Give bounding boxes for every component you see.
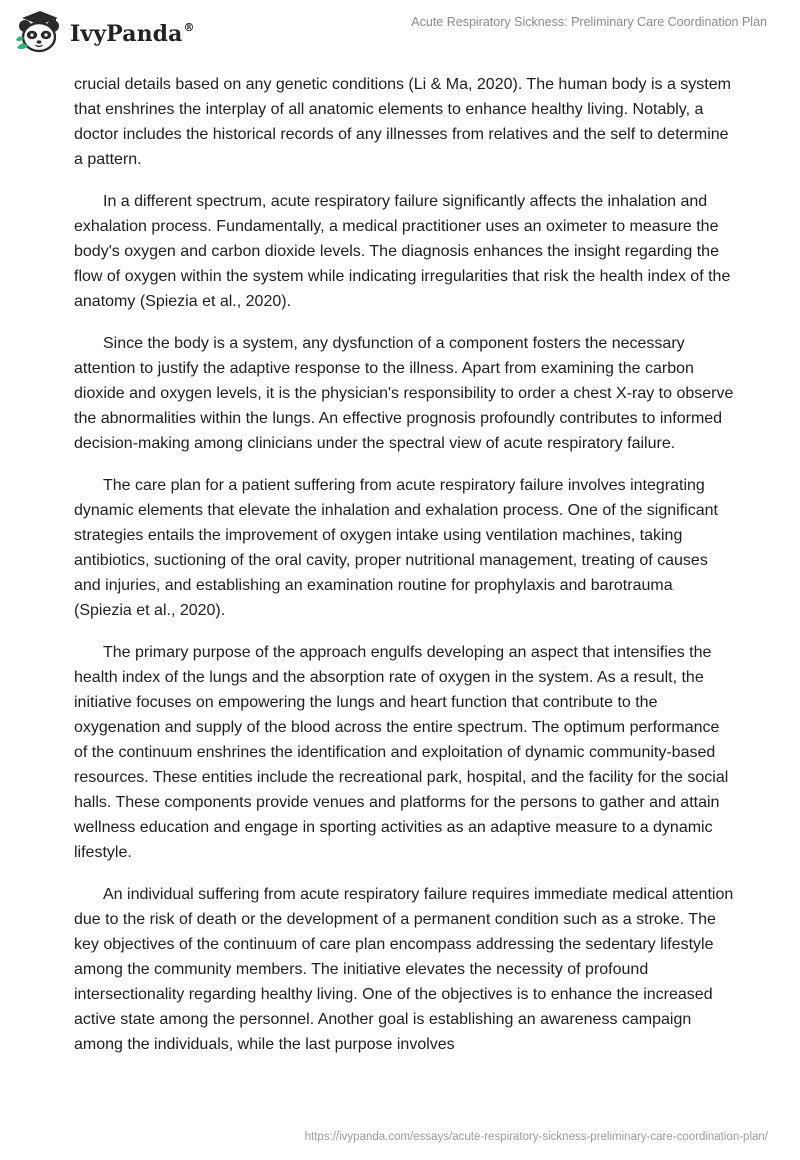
ivypanda-logo[interactable]	[14, 8, 195, 56]
brand-name: IvyPanda®	[70, 21, 195, 47]
document-title: Acute Respiratory Sickness: Preliminary Care Coordination Plan	[411, 15, 767, 29]
source-url-link[interactable]: https://ivypanda.com/essays/acute-respiratory-sickness-preliminary-care-coordination-plan/	[304, 1131, 768, 1143]
paragraph-2: In a different spectrum, acute respiratory failure significantly affects the inhalation and exhalation process. Fundamentally, a medical practitioner uses an oximeter to measure the body's oxygen and carbon dioxide levels. The diagnosis enhances the insight regarding the flow of oxygen within the system while indicating irregularities that risk the health index of the anatomy (Spiezia et al., 2020).	[74, 193, 731, 310]
page-header	[0, 0, 800, 60]
paragraph-5: The primary purpose of the approach engulfs developing an aspect that intensifies the health index of the lungs and the absorption rate of oxygen in the system. As a result, the initiative focuses on empowering the lungs and heart function that contribute to the oxygenation and supply of the blood across the entire spectrum. The optimum performance of the continuum enshrines the identification and exploitation of dynamic community-based resources. These entities include the recreational park, hospital, and the facility for the social halls. These components provide venues and platforms for the persons to gather and attain wellness education and engage in sporting activities as an adaptive measure to a dynamic lifestyle.	[74, 644, 729, 861]
registered-mark: ®	[183, 21, 195, 34]
panda-graduation-cap-icon	[14, 8, 64, 56]
paragraph-3: Since the body is a system, any dysfunction of a component fosters the necessary attention to justify the adaptive response to the illness. Apart from examining the carbon dioxide and oxygen levels, it is the physician's responsibility to order a chest X-ray to observe the abnormalities within the lungs. An effective prognosis profoundly contributes to informed decision-making among clinicians under the spectral view of acute respiratory failure.	[74, 335, 734, 452]
essay-body	[74, 72, 734, 1074]
paragraph-1: crucial details based on any genetic conditions (Li & Ma, 2020). The human body is a system that enshrines the interplay of all anatomic elements to enhance healthy living. Notably, a doctor includes the historical records of any illnesses from relatives and the self to determine a pattern.	[74, 76, 731, 168]
paragraph-6: An individual suffering from acute respiratory failure requires immediate medical attention due to the risk of death or the development of a permanent condition such as a stroke. The key objectives of the continuum of care plan encompass addressing the sedentary lifestyle among the community members. The initiative elevates the necessity of profound intersectionality regarding healthy living. One of the objectives is to enhance the increased active state among the personnel. Another goal is establishing an awareness campaign among the individuals, while the last purpose involves	[74, 886, 734, 1053]
paragraph-4: The care plan for a patient suffering from acute respiratory failure involves integrating dynamic elements that elevate the inhalation and exhalation process. One of the significant strategies entails the improvement of oxygen intake using ventilation machines, taking antibiotics, suctioning of the oral cavity, proper nutritional management, treating of causes and injuries, and establishing an examination routine for prophylaxis and barotrauma (Spiezia et al., 2020).	[74, 477, 718, 619]
